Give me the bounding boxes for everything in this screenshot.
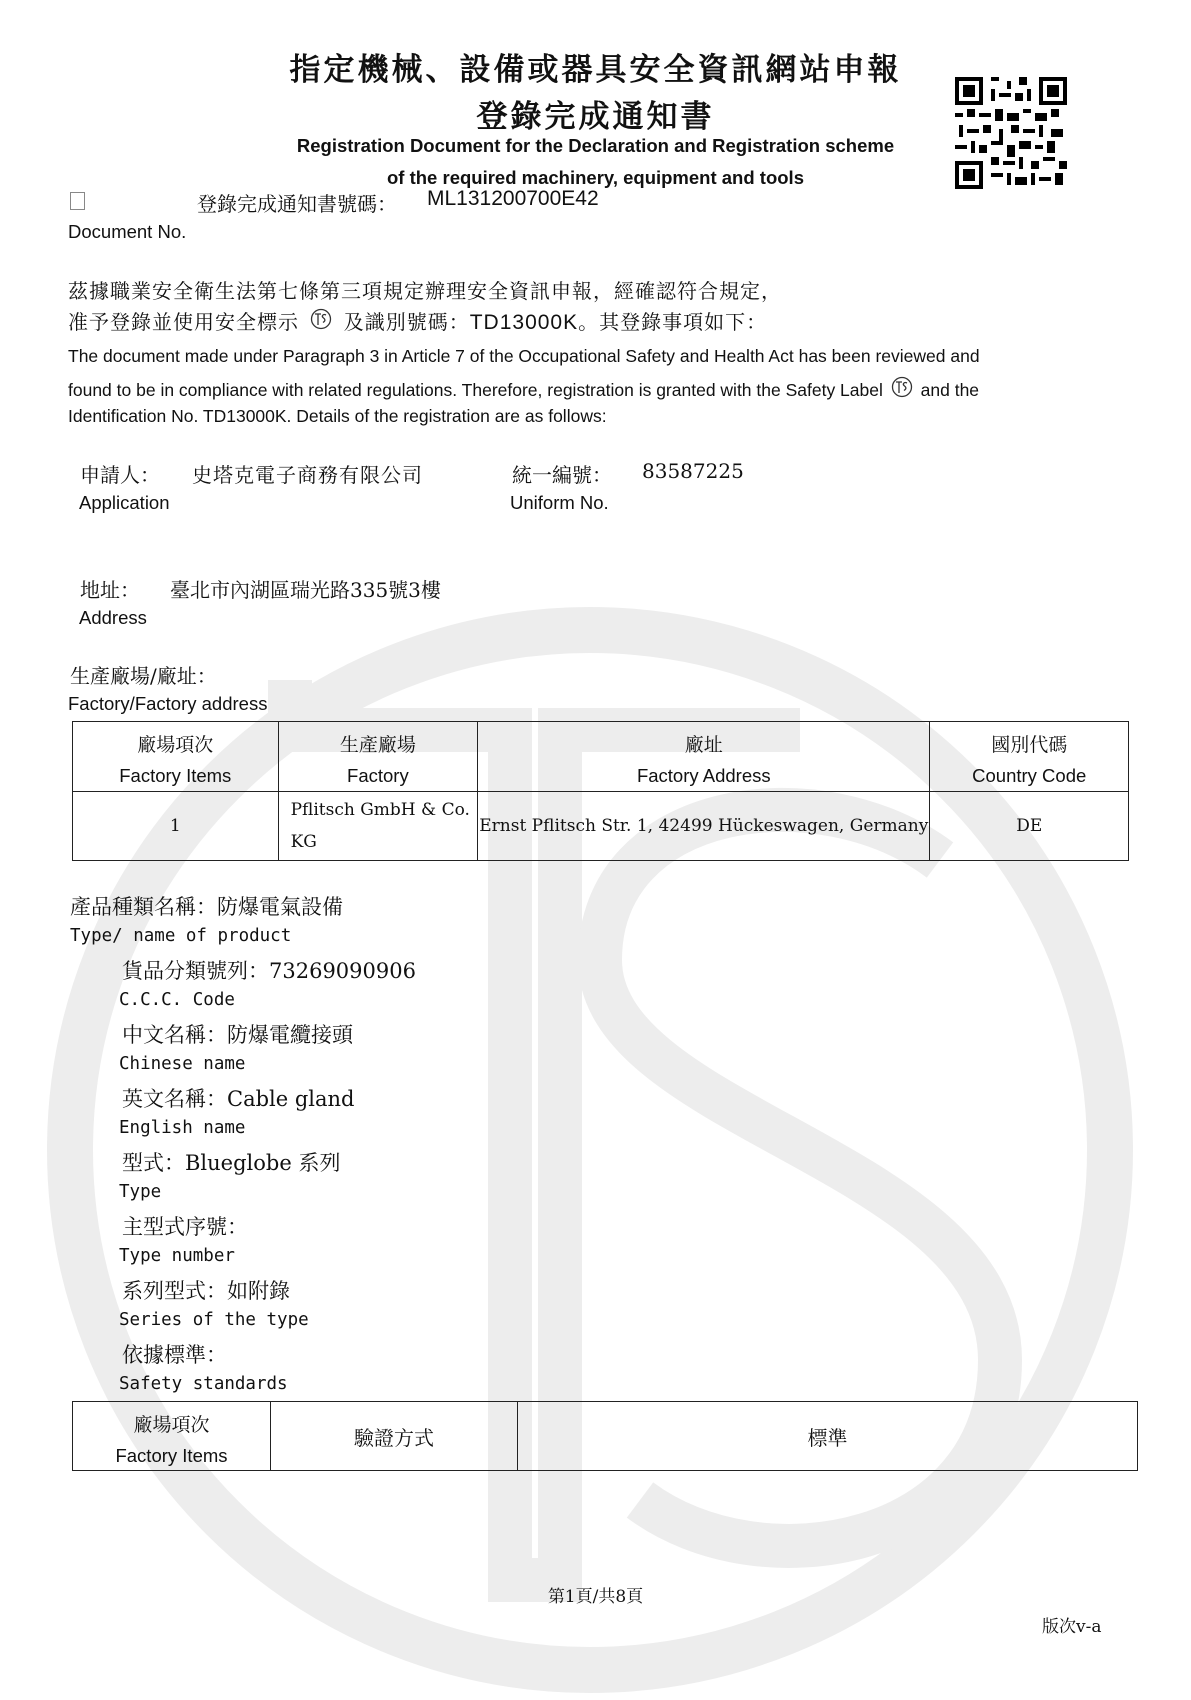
header-zh: 生產廠場 xyxy=(339,734,416,756)
header-zh: 廠址 xyxy=(684,734,723,756)
title-zh-line1: 指定機械、設備或器具安全資訊網站申報 xyxy=(289,52,902,88)
uniform-no-label-en: Uniform No. xyxy=(510,492,609,513)
statement-en-line3: Identification No. TD13000K. Details of the registration are as follows: xyxy=(68,406,607,426)
model-type-zh: 型式：Blueglobe 系列 xyxy=(122,1151,341,1175)
series-type-en: Series of the type xyxy=(119,1310,309,1330)
title-en-line2: of the required machinery, equipment and tools xyxy=(387,167,804,188)
header-zh: 廠場項次 xyxy=(137,734,214,756)
version-label: 版次v-a xyxy=(1042,1617,1102,1637)
header-factory-items xyxy=(73,722,279,792)
header-zh: 國別代碼 xyxy=(991,734,1068,756)
factory-section-label-en: Factory/Factory address xyxy=(68,693,268,714)
address-value: 臺北市內湖區瑞光路335號3樓 xyxy=(170,578,441,602)
document-no-label-zh: 登錄完成通知書號碼： xyxy=(197,192,397,216)
safety-standards-zh: 依據標準： xyxy=(122,1343,227,1367)
document-no-label-en: Document No. xyxy=(68,221,187,242)
uniform-no-label-zh: 統一編號： xyxy=(512,463,612,487)
missing-glyph-icon xyxy=(70,192,85,210)
chinese-name-zh: 中文名稱：防爆電纜接頭 xyxy=(122,1023,353,1047)
series-type-zh: 系列型式：如附錄 xyxy=(122,1279,290,1303)
statement-en-line2 xyxy=(68,376,979,401)
standards-table-header-row xyxy=(73,1402,1138,1471)
safety-standards-en: Safety standards xyxy=(119,1374,288,1394)
header-en: Factory Items xyxy=(119,765,232,786)
address-label-zh: 地址： xyxy=(80,578,140,602)
statement-en-line2-b: and the xyxy=(920,380,980,400)
statement-zh-line2-b: 及識別號碼： xyxy=(343,310,470,334)
uniform-no-value: 83587225 xyxy=(642,459,744,483)
qr-code-icon xyxy=(955,77,1067,189)
header-en: Factory Address xyxy=(636,765,771,786)
statement-zh-id: TD13000K xyxy=(469,311,579,334)
factory-name-cell xyxy=(278,792,478,861)
country-code-cell: DE xyxy=(930,792,1129,861)
factory-section-label-zh: 生產廠場/廠址： xyxy=(70,664,217,688)
statement-zh-line2 xyxy=(68,306,767,335)
table-row xyxy=(73,792,1129,861)
address-label-en: Address xyxy=(79,607,147,628)
statement-zh-line2-c: 。其登錄事項如下： xyxy=(578,310,768,334)
ccc-code-en: C.C.C. Code xyxy=(119,990,235,1010)
document-no-value: ML131200700E42 xyxy=(427,187,599,210)
main-type-number-en: Type number xyxy=(119,1246,235,1266)
header-en: Country Code xyxy=(972,765,1087,786)
factory-name-line2: KG xyxy=(290,832,317,852)
chinese-name-en: Chinese name xyxy=(119,1054,246,1074)
header-factory-items xyxy=(73,1402,271,1471)
ts-safety-mark-icon xyxy=(310,308,332,330)
header-factory xyxy=(278,722,478,792)
english-name-en: English name xyxy=(119,1118,246,1138)
product-type-en: Type/ name of product xyxy=(70,926,292,946)
applicant-label-en: Application xyxy=(79,492,170,513)
page-number: 第1頁/共8頁 xyxy=(547,1587,644,1607)
english-name-zh: 英文名稱：Cable gland xyxy=(122,1087,355,1111)
factory-item-cell: 1 xyxy=(73,792,279,861)
ts-safety-mark-icon xyxy=(891,376,913,398)
header-zh: 廠場項次 xyxy=(133,1413,210,1436)
header-country-code xyxy=(930,722,1129,792)
statement-zh-line2-a: 准予登錄並使用安全標示 xyxy=(68,310,299,334)
header-standard: 標準 xyxy=(518,1402,1138,1471)
header-en: Factory xyxy=(347,765,409,786)
statement-zh-line1: 茲據職業安全衛生法第七條第三項規定辦理安全資訊申報，經確認符合規定， xyxy=(68,279,782,303)
product-type-zh: 產品種類名稱：防爆電氣設備 xyxy=(70,895,343,919)
factory-name-line1: Pflitsch GmbH & Co. xyxy=(290,800,470,820)
factory-table-header-row xyxy=(73,722,1129,792)
model-type-en: Type xyxy=(119,1182,162,1202)
header-factory-address xyxy=(478,722,930,792)
statement-en-line1: The document made under Paragraph 3 in Article 7 of the Occupational Safety and Health Act has been reviewed and xyxy=(68,346,980,366)
header-verification-method: 驗證方式 xyxy=(271,1402,518,1471)
title-en-line1: Registration Document for the Declaration and Registration scheme xyxy=(296,135,895,156)
statement-en-line2-a: found to be in compliance with related regulations. Therefore, registration is granted with the Safety Label xyxy=(68,380,883,400)
applicant-value: 史塔克電子商務有限公司 xyxy=(192,463,423,487)
title-zh-line2: 登錄完成通知書 xyxy=(476,99,715,135)
factory-table xyxy=(72,721,1129,861)
standards-table xyxy=(72,1401,1138,1471)
header-en: Factory Items xyxy=(115,1444,228,1466)
factory-address-cell: Ernst Pflitsch Str. 1, 42499 Hückeswagen, Germany xyxy=(478,792,930,861)
main-type-number-zh: 主型式序號： xyxy=(122,1215,248,1239)
applicant-label-zh: 申請人： xyxy=(80,463,160,487)
ccc-code-zh: 貨品分類號列：73269090906 xyxy=(122,959,416,983)
